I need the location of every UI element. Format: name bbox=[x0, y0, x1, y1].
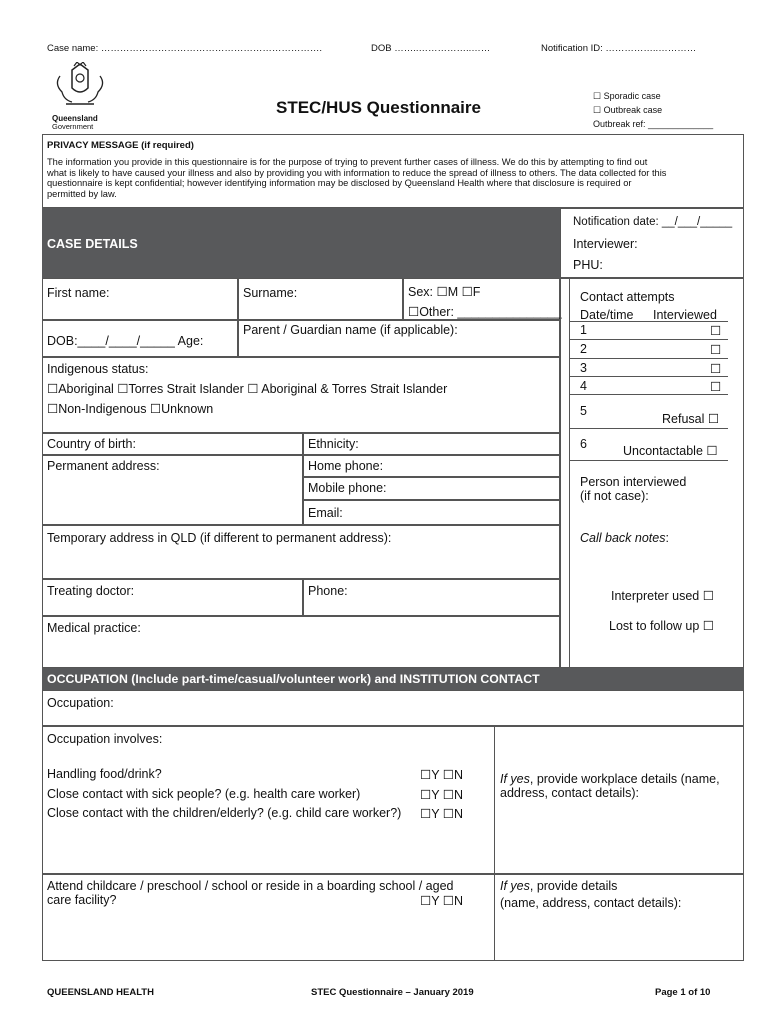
workplace-details-text: , provide workplace details (name, bbox=[529, 772, 720, 786]
notification-id-field[interactable]: Notification ID: ……………..………… bbox=[541, 43, 697, 54]
indigenous-options-1[interactable]: ☐Aboriginal ☐Torres Strait Islander ☐ Aboriginal & Torres Strait Islander bbox=[47, 382, 448, 396]
q-sick-label: Close contact with sick people? (e.g. health care worker) bbox=[47, 787, 361, 801]
interviewer-field[interactable]: Interviewer: bbox=[573, 237, 638, 251]
mobile-phone-label: Mobile phone: bbox=[308, 481, 387, 495]
contact-col-datetime: Date/time bbox=[580, 308, 634, 322]
if-yes-text: If yes bbox=[500, 772, 530, 786]
attempt-1-number: 1 bbox=[580, 323, 587, 337]
page-title: STEC/HUS Questionnaire bbox=[276, 98, 481, 117]
sporadic-case-checkbox[interactable]: ☐ Sporadic case bbox=[593, 91, 661, 101]
doctor-phone-label: Phone: bbox=[308, 584, 348, 598]
attempt-5-number: 5 bbox=[580, 404, 587, 418]
childcare-label-2: care facility? bbox=[47, 893, 117, 907]
attempt-3-checkbox[interactable]: ☐ bbox=[710, 362, 722, 376]
childcare-yn[interactable]: ☐Y ☐N bbox=[420, 894, 464, 908]
footer-page: Page 1 of 10 bbox=[655, 987, 711, 998]
privacy-text bbox=[47, 157, 666, 199]
workplace-details-label-2: address, contact details): bbox=[500, 786, 639, 800]
row-rule bbox=[570, 358, 728, 359]
dob-age-label: DOB:____/____/_____ Age: bbox=[47, 334, 204, 348]
crest-icon bbox=[50, 62, 110, 110]
refusal-checkbox[interactable]: Refusal ☐ bbox=[662, 412, 720, 426]
case-details-title: CASE DETAILS bbox=[47, 237, 138, 251]
indigenous-options-2[interactable]: ☐Non-Indigenous ☐Unknown bbox=[47, 402, 214, 416]
country-label: Country of birth: bbox=[47, 437, 136, 451]
footer-left: QUEENSLAND HEALTH bbox=[47, 987, 154, 998]
privacy-line: what is likely to have caused your illness and also by providing you with information to reduce the spread of illness to others. The data collected for this bbox=[47, 167, 667, 178]
logo-line2: Government bbox=[52, 122, 94, 131]
workplace-details-label-1 bbox=[500, 772, 720, 786]
call-back-colon: : bbox=[665, 531, 669, 545]
ethnicity-label: Ethnicity: bbox=[308, 437, 359, 451]
row-rule bbox=[570, 339, 728, 340]
contact-attempts-heading: Contact attempts bbox=[580, 290, 675, 304]
surname-label: Surname: bbox=[243, 286, 298, 300]
person-interviewed-label-2: (if not case): bbox=[580, 489, 649, 503]
occupation-label: Occupation: bbox=[47, 696, 114, 710]
temp-address-label: Temporary address in QLD (if different to permanent address): bbox=[47, 531, 392, 545]
privacy-line: The information you provide in this questionnaire is for the purpose of trying to prevent further cases of illness. We do this by attempting to find out bbox=[47, 157, 648, 167]
case-type-block bbox=[593, 89, 713, 131]
occupation-cell[interactable] bbox=[42, 690, 744, 726]
footer-center: STEC Questionnaire – January 2019 bbox=[311, 987, 474, 998]
q-food-yn[interactable]: ☐Y ☐N bbox=[420, 768, 464, 782]
lost-follow-up-checkbox[interactable]: Lost to follow up ☐ bbox=[609, 619, 715, 633]
row-rule bbox=[570, 376, 728, 377]
case-name-field[interactable]: Case name: ……………………………………………………………. bbox=[47, 43, 322, 54]
row-rule bbox=[570, 428, 728, 429]
indigenous-label: Indigenous status: bbox=[47, 362, 149, 376]
contact-header-rule bbox=[570, 321, 728, 322]
permanent-address-label: Permanent address: bbox=[47, 459, 160, 473]
attempt-6-number: 6 bbox=[580, 437, 587, 451]
treating-doctor-label: Treating doctor: bbox=[47, 584, 135, 598]
sex-other-field[interactable]: ☐Other: _______________ bbox=[408, 305, 562, 319]
q-children-label: Close contact with the children/elderly? (e.g. child care worker?) bbox=[47, 806, 402, 820]
phu-field[interactable]: PHU: bbox=[573, 258, 603, 272]
attempt-4-number: 4 bbox=[580, 379, 587, 393]
notification-date-field[interactable]: Notification date: __/___/_____ bbox=[573, 216, 733, 228]
logo-line1: Queensland bbox=[52, 114, 98, 123]
call-back-notes-text: Call back notes bbox=[580, 531, 666, 545]
q-sick-yn[interactable]: ☐Y ☐N bbox=[420, 788, 464, 802]
privacy-line: permitted by law. bbox=[47, 188, 117, 199]
attempt-3-number: 3 bbox=[580, 361, 587, 375]
provide-details-label-1 bbox=[500, 879, 617, 893]
occupation-involves-label: Occupation involves: bbox=[47, 732, 163, 746]
attempt-4-checkbox[interactable]: ☐ bbox=[710, 380, 722, 394]
call-back-notes-label bbox=[580, 531, 669, 545]
if-yes-text: If yes bbox=[500, 879, 530, 893]
attempt-1-checkbox[interactable]: ☐ bbox=[710, 324, 722, 338]
attempt-2-number: 2 bbox=[580, 342, 587, 356]
contact-col-interviewed: Interviewed bbox=[653, 308, 717, 322]
home-phone-label: Home phone: bbox=[308, 459, 384, 473]
row-rule bbox=[570, 394, 728, 395]
contact-column-divider bbox=[569, 278, 570, 668]
first-name-label: First name: bbox=[47, 286, 110, 300]
privacy-heading: PRIVACY MESSAGE (if required) bbox=[47, 140, 194, 151]
q-children-yn[interactable]: ☐Y ☐N bbox=[420, 807, 464, 821]
occupation-header bbox=[42, 668, 744, 690]
sex-checkboxes[interactable]: Sex: ☐M ☐F bbox=[408, 285, 481, 299]
outbreak-case-checkbox[interactable]: ☐ Outbreak case bbox=[593, 105, 663, 115]
attempt-2-checkbox[interactable]: ☐ bbox=[710, 343, 722, 357]
q-food-label: Handling food/drink? bbox=[47, 767, 162, 781]
parent-label: Parent / Guardian name (if applicable): bbox=[243, 323, 458, 337]
uncontactable-checkbox[interactable]: Uncontactable ☐ bbox=[623, 444, 718, 458]
person-interviewed-label-1: Person interviewed bbox=[580, 475, 687, 489]
medical-practice-label: Medical practice: bbox=[47, 621, 141, 635]
dob-field[interactable]: DOB ……..……………..…… bbox=[371, 43, 491, 54]
queensland-crest-logo bbox=[50, 62, 110, 131]
case-details-header bbox=[42, 208, 560, 278]
outbreak-ref-field[interactable]: Outbreak ref: _____________ bbox=[593, 119, 714, 129]
provide-details-label-2: (name, address, contact details): bbox=[500, 896, 682, 910]
email-label: Email: bbox=[308, 506, 343, 520]
interpreter-used-checkbox[interactable]: Interpreter used ☐ bbox=[611, 589, 714, 603]
occupation-title: OCCUPATION (Include part-time/casual/volunteer work) and INSTITUTION CONTACT bbox=[47, 672, 540, 686]
privacy-line: questionnaire is kept confidential; however identifying information may be disclosed by Queensland Health where that disclosure is required or bbox=[47, 178, 632, 188]
childcare-label-1: Attend childcare / preschool / school or reside in a boarding school / aged bbox=[47, 879, 454, 893]
row-rule bbox=[570, 460, 728, 461]
provide-details-text: , provide details bbox=[529, 879, 618, 893]
